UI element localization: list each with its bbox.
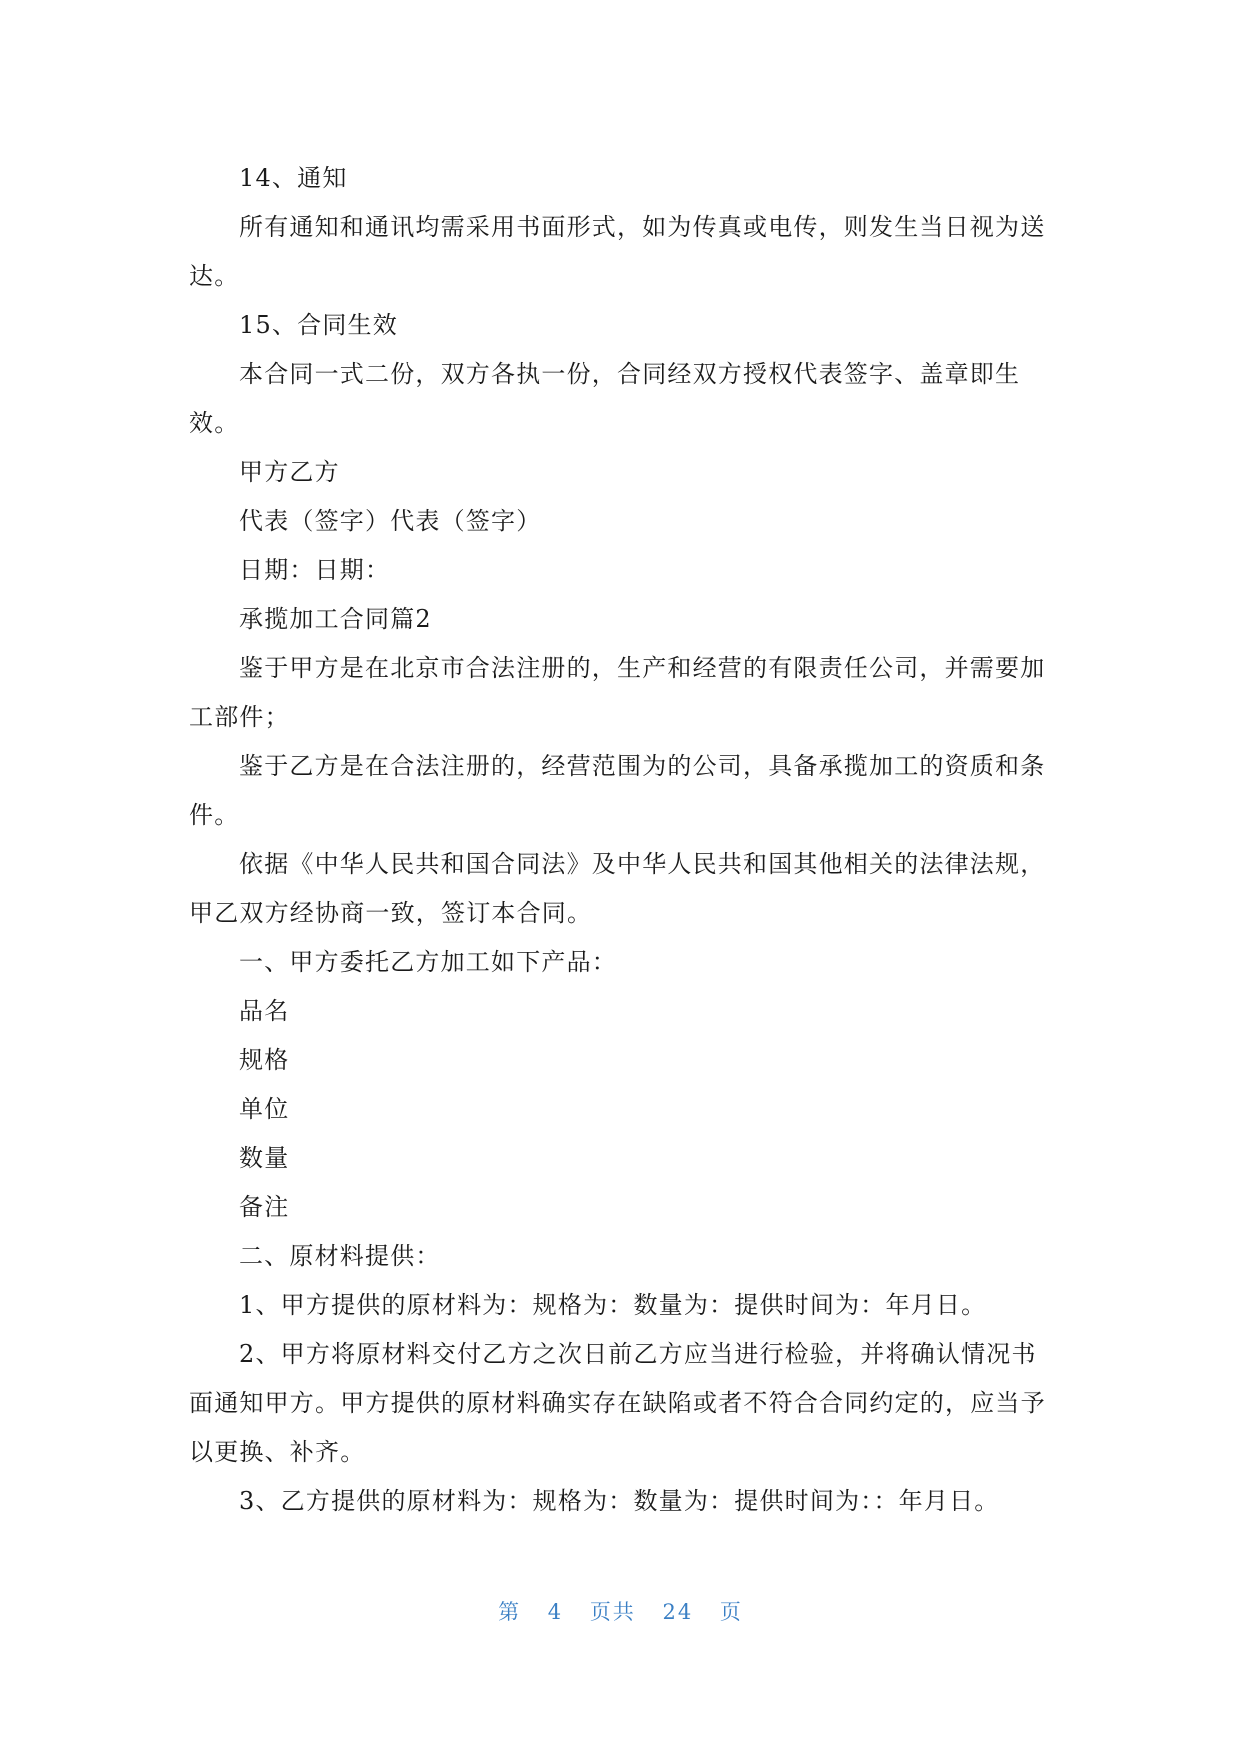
clause-materials-3: 3、乙方提供的原材料为：规格为：数量为：提供时间为：：年月日。 <box>239 1487 1000 1515</box>
document-body <box>189 154 1055 1526</box>
signature-representatives: 代表（签字）代表（签字） <box>239 507 542 535</box>
contract-title: 承揽加工合同篇2 <box>239 605 432 633</box>
paragraph-effect: 本合同一式二份，双方各执一份，合同经双方授权代表签字、盖章即生效。 <box>189 360 1021 437</box>
clause-materials-2: 2、甲方将原材料交付乙方之次日前乙方应当进行检验，并将确认情况书面通知甲方。甲方提供的原材料确实存在缺陷或者不符合合同约定的，应当予以更换、补齐。 <box>189 1340 1046 1466</box>
paragraph-notice: 所有通知和通讯均需采用书面形式，如为传真或电传，则发生当日视为送达。 <box>189 213 1046 290</box>
section-heading-products: 一、甲方委托乙方加工如下产品： <box>239 948 617 976</box>
recital-legal-basis: 依据《中华人民共和国合同法》及中华人民共和国其他相关的法律法规，甲乙双方经协商一致，签订本合同。 <box>189 850 1046 927</box>
field-specification: 规格 <box>239 1046 290 1074</box>
section-heading-notice: 14、通知 <box>239 164 348 192</box>
section-heading-effect: 15、合同生效 <box>239 311 398 339</box>
recital-party-b: 鉴于乙方是在合法注册的，经营范围为的公司，具备承揽加工的资质和条件。 <box>189 752 1046 829</box>
section-heading-materials: 二、原材料提供： <box>239 1242 441 1270</box>
field-quantity: 数量 <box>239 1144 290 1172</box>
footer-total-pages: 24 <box>662 1600 694 1624</box>
clause-materials-1: 1、甲方提供的原材料为：规格为：数量为：提供时间为：年月日。 <box>239 1291 987 1319</box>
field-unit: 单位 <box>239 1095 290 1123</box>
signature-dates: 日期：日期： <box>239 556 391 584</box>
footer-middle: 页共 <box>589 1600 636 1624</box>
recital-party-a: 鉴于甲方是在北京市合法注册的，生产和经营的有限责任公司，并需要加工部件； <box>189 654 1046 731</box>
signature-parties: 甲方乙方 <box>239 458 340 486</box>
page-number-footer <box>0 1596 1241 1626</box>
field-remarks: 备注 <box>239 1193 290 1221</box>
footer-prefix: 第 <box>498 1600 522 1624</box>
footer-suffix: 页 <box>719 1600 743 1624</box>
field-product-name: 品名 <box>239 997 290 1025</box>
footer-current-page: 4 <box>547 1600 564 1624</box>
